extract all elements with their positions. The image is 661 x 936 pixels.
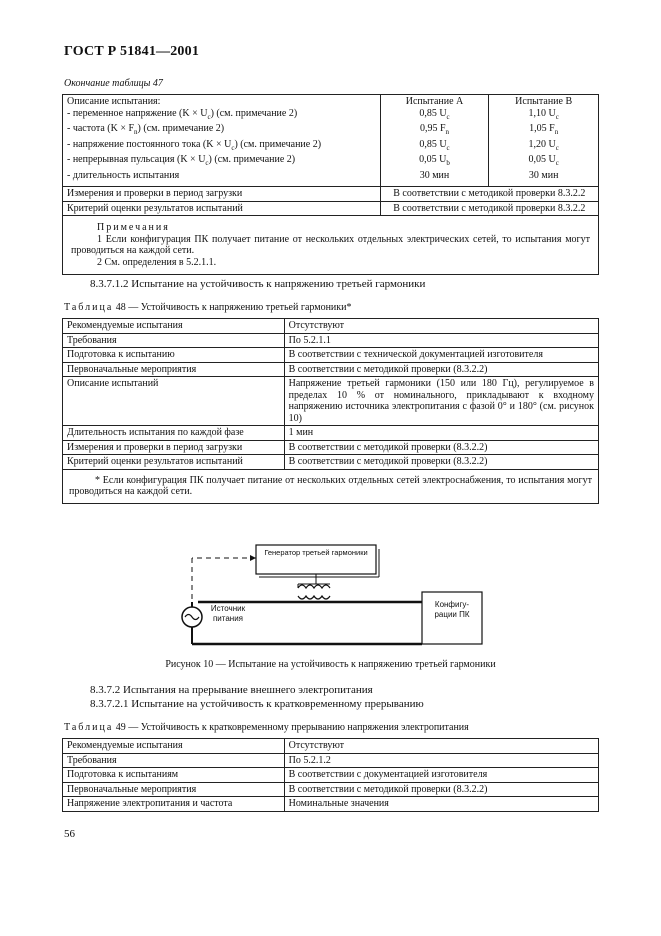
transformer-icon <box>298 585 330 599</box>
table-49 <box>62 738 599 812</box>
document-header: ГОСТ Р 51841—2001 <box>64 44 200 59</box>
row-value: 1 мин <box>284 426 598 441</box>
row-label: Первоначальные мероприятия <box>63 782 285 797</box>
table-row <box>63 469 599 503</box>
row-value: По 5.2.1.1 <box>284 333 598 348</box>
test-a-value: 30 мин <box>419 169 450 181</box>
row-value: В соответствии с методикой проверки (8.3.2.2) <box>284 455 598 470</box>
row-label: Рекомендуемые испытания <box>63 739 285 754</box>
row-label: Подготовка к испытаниям <box>63 768 285 783</box>
table-row <box>63 319 599 334</box>
note-1: 1 Если конфигурация ПК получает питание от нескольких отдельных электрических сетей, то испытания могут проводиться на каждой сети. <box>71 233 590 256</box>
description-cell <box>63 95 381 187</box>
table-47 <box>62 94 599 275</box>
table48-caption <box>64 302 351 313</box>
notes-title: Примечания <box>97 222 170 233</box>
table49-caption-text: 49 — Устойчивость к кратковременному прерыванию напряжения электропитания <box>115 722 469 733</box>
notes-cell <box>63 216 599 275</box>
test-a-value: 0,85 $U_с$ <box>419 107 450 121</box>
section-heading-8-3-7-2: 8.3.7.2 Испытания на прерывание внешнего электропитания <box>90 684 373 696</box>
table-row <box>63 753 599 768</box>
table-row <box>63 216 599 275</box>
test-a-value: 0,05 $U_b$ <box>419 154 450 167</box>
row-label: Напряжение электропитания и частота <box>63 797 285 812</box>
row-label: Длительность испытания по каждой фазе <box>63 426 285 441</box>
description-title: Описание испытания: <box>67 96 161 107</box>
row-label: Подготовка к испытанию <box>63 348 285 363</box>
test-a-value: 0,95 $F_n$ <box>419 123 450 136</box>
test-b-header: Испытание В <box>515 96 573 107</box>
row-value: Напряжение третьей гармоники (150 или 180 Гц), регулируемое в пределах 10 % от номинального, прикладывают к входному напряжению источника электропитания с фазой 0° и 180° (см. рисунок 10) <box>284 377 598 426</box>
table-row <box>63 362 599 377</box>
test-param-label: - непрерывная пульсация $(K \times U_с)$ (см. примечание 2) <box>67 154 296 167</box>
table-row <box>63 797 599 812</box>
generator-label: Генератор третьей гармоники <box>264 548 368 557</box>
page-number: 56 <box>64 828 75 840</box>
table49-caption-prefix: Таблица <box>64 722 114 733</box>
section-heading-8-3-7-1-2: 8.3.7.1.2 Испытание на устойчивость к напряжению третьей гармоники <box>90 278 426 290</box>
table-row <box>63 440 599 455</box>
row-value: В соответствии с методикой проверки (8.3.2.2) <box>284 440 598 455</box>
row-label: Критерий оценки результатов испытаний <box>63 455 285 470</box>
row-value: В соответствии с методикой проверки 8.3.2.2 <box>380 187 598 202</box>
test-a-value: 0,85 $U_с$ <box>419 138 450 152</box>
row-label: Требования <box>63 753 285 768</box>
row-label: Измерения и проверки в период загрузки <box>63 187 381 202</box>
table48-caption-prefix: Таблица <box>64 302 114 313</box>
test-b-cell <box>489 95 599 187</box>
test-param-label: - частота $(K \times F_n)$ (см. примечание 2) <box>67 123 225 136</box>
test-a-header: Испытание А <box>405 96 464 107</box>
row-label: Измерения и проверки в период загрузки <box>63 440 285 455</box>
row-value: Номинальные значения <box>284 797 598 812</box>
section-heading-8-3-7-2-1: 8.3.7.2.1 Испытание на устойчивость к кратковременному прерыванию <box>90 698 424 710</box>
test-b-value: 0,05 $U_с$ <box>528 154 559 167</box>
table-row <box>63 455 599 470</box>
row-value: Отсутствуют <box>284 319 598 334</box>
pc-label: Конфигу-рации ПК <box>434 600 470 619</box>
table-row <box>63 348 599 363</box>
table47-continuation-caption: Окончание таблицы 47 <box>64 78 163 89</box>
table-row <box>63 187 599 202</box>
test-param-label: - длительность испытания <box>67 169 180 181</box>
row-value: В соответствии с методикой проверки 8.3.2.2 <box>380 201 598 216</box>
test-a-cell <box>380 95 489 187</box>
test-b-value: 1,05 $F_n$ <box>529 123 559 136</box>
table49-caption <box>64 722 469 733</box>
test-b-value: 1,10 $U_с$ <box>528 107 559 121</box>
test-param-label: - переменное напряжение $(K \times U_с)$ (см. примечание 2) <box>67 107 298 121</box>
test-b-value: 1,20 $U_с$ <box>528 138 559 152</box>
row-label: Рекомендуемые испытания <box>63 319 285 334</box>
table-row <box>63 201 599 216</box>
test-param-label: - напряжение постоянного тока $(K \times U_с)$ (см. примечание 2) <box>67 138 322 152</box>
table-row <box>63 782 599 797</box>
row-value: В соответствии с методикой проверки (8.3.2.2) <box>284 782 598 797</box>
row-value: В соответствии с технической документацией изготовителя <box>284 348 598 363</box>
row-label: Первоначальные мероприятия <box>63 362 285 377</box>
row-label: Описание испытаний <box>63 377 285 426</box>
table-row <box>63 768 599 783</box>
row-value: По 5.2.1.2 <box>284 753 598 768</box>
table-48 <box>62 318 599 504</box>
note-2: 2 См. определения в 5.2.1.1. <box>97 256 217 268</box>
row-value: Отсутствуют <box>284 739 598 754</box>
row-value: В соответствии с документацией изготовителя <box>284 768 598 783</box>
table-row <box>63 426 599 441</box>
figure-10-caption: Рисунок 10 — Испытание на устойчивость к напряжению третьей гармоники <box>165 659 496 670</box>
source-label: Источник питания <box>210 604 246 623</box>
row-label: Критерий оценки результатов испытаний <box>63 201 381 216</box>
table-row <box>63 377 599 426</box>
table-row <box>63 95 599 187</box>
table-row <box>63 333 599 348</box>
row-value: В соответствии с методикой проверки (8.3.2.2) <box>284 362 598 377</box>
table48-caption-text: 48 — Устойчивость к напряжению третьей гармоники* <box>115 302 352 313</box>
test-b-value: 30 мин <box>528 169 559 181</box>
row-label: Требования <box>63 333 285 348</box>
table-row <box>63 739 599 754</box>
table48-footnote: * Если конфигурация ПК получает питание от нескольких отдельных сетей электроснабжения, то испытания могут проводиться на каждой сети. <box>63 469 599 503</box>
